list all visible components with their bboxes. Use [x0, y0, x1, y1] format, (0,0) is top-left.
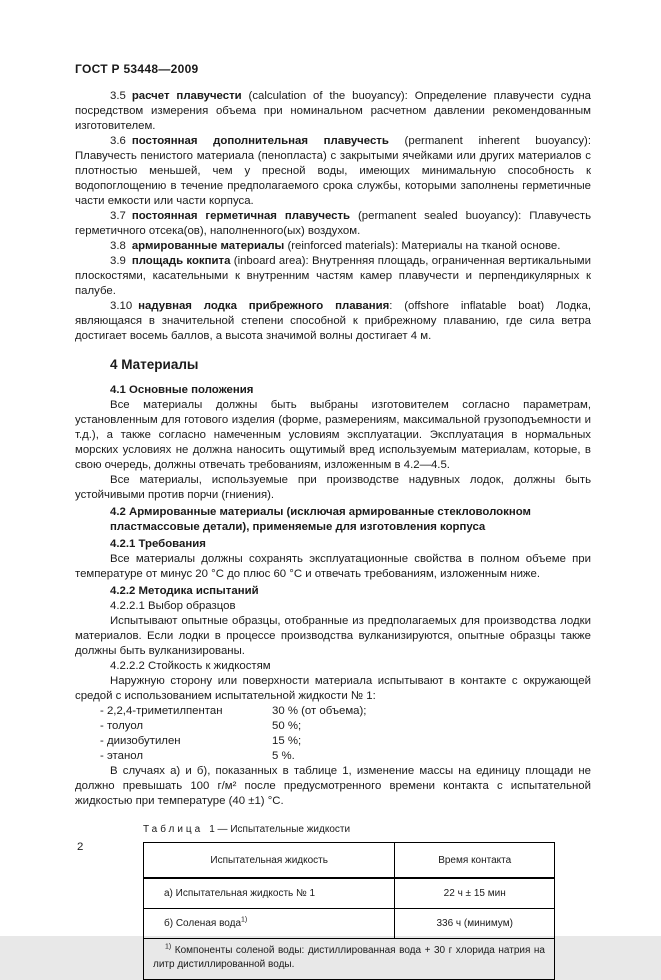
paragraph: Все материалы должны быть выбраны изготовителем согласно параметрам, установленным для готового изделия (форме, размерениям, максимальной грузоподъемности и т.д.), а также согласно намеченным условиям эксплуатации. Эксплуатация в нормальных морских условиях не должна наносить ощутимый вред используемым материалам, которые, в свою очередь, должны отвечать требованиям, изложенным в 4.2—4.5. — [75, 399, 591, 471]
section-4-1-title: 4.1 Основные положения — [110, 384, 254, 396]
section-4-2-2-1-title: 4.2.2.1 Выбор образцов — [110, 600, 236, 612]
document-header: ГОСТ Р 53448—2009 — [75, 62, 199, 76]
column-header-time: Время контакта — [395, 843, 555, 879]
cell-liquid-b — [144, 909, 395, 939]
cell-time-a: 22 ч ± 15 мин — [395, 878, 555, 909]
section-4-2-title: 4.2 Армированные материалы (исключая армированные стекловолокном пластмассовые детали), применяемые для изготовления корпуса — [110, 506, 531, 533]
term-paragraph-3-10 — [75, 299, 591, 344]
term-name: постоянная герметичная плавучесть — [131, 210, 351, 222]
list-item-value: 5 %. — [272, 750, 295, 762]
cell-time-b: 336 ч (минимум) — [395, 909, 555, 939]
cell-text: б) Соленая вода — [164, 918, 242, 929]
list-item-value: 15 %; — [272, 735, 302, 747]
table-header-row — [144, 843, 555, 879]
term-definition: (permanent sealed buoyancy): Плавучесть герметичного отсека(ов), наполненного(ых) воздухом. — [75, 210, 591, 237]
list-item — [100, 749, 591, 764]
table-row — [144, 878, 555, 909]
term-name: армированные материалы — [131, 240, 285, 252]
section-4-title: 4 Материалы — [110, 357, 199, 372]
footnote-marker: 1) — [165, 943, 172, 951]
test-liquids-table — [143, 842, 555, 980]
list-item-name: - диизобутилен — [100, 735, 181, 747]
term-number: 3.6 — [110, 135, 126, 147]
paragraph: Наружную сторону или поверхности материала испытывают в контакте с окружающей средой с использованием испытательной жидкости № 1: — [75, 675, 591, 702]
table-footnote-row — [144, 939, 555, 980]
term-name: расчет плавучести — [131, 90, 242, 102]
column-header-liquid: Испытательная жидкость — [144, 843, 395, 879]
page-number: 2 — [77, 841, 84, 853]
list-item-value: 30 % (от объема); — [272, 705, 367, 717]
table-caption-label: Таблица — [143, 824, 204, 835]
list-item-name: - этанол — [100, 750, 143, 762]
term-number: 3.9 — [110, 255, 126, 267]
term-number: 3.10 — [110, 300, 133, 312]
section-4-2-2-title: 4.2.2 Методика испытаний — [110, 585, 259, 597]
list-item — [100, 704, 591, 719]
list-item-value: 50 %; — [272, 720, 302, 732]
document-body — [75, 89, 591, 980]
term-definition: (reinforced materials): Материалы на тканой основе. — [284, 240, 561, 252]
term-number: 3.8 — [110, 240, 126, 252]
paragraph: В случаях а) и б), показанных в таблице 1, изменение массы на единицу площади не должно превышать 100 г/м² после предусмотренного времени контакта с испытательной жидкостью при температуре (40 ±1) °С. — [75, 765, 591, 807]
footnote-ref: 1) — [241, 916, 248, 924]
term-definition: (inboard area): Внутренняя площадь, ограниченная вертикальными плоскостями, касательными к внутренним частям камер плавучести и перпендикулярных к палубе. — [75, 255, 592, 297]
table-1-block — [143, 822, 555, 980]
section-4-2-1-title: 4.2.1 Требования — [110, 538, 206, 550]
cell-liquid-a — [144, 878, 395, 909]
list-item — [100, 734, 591, 749]
table-footnote — [144, 939, 555, 980]
table-caption — [143, 822, 555, 837]
paragraph: Все материалы должны сохранять эксплуатационные свойства в полном объеме при температуре от минус 20 °С до плюс 60 °С и отвечать требованиям, изложенным ниже. — [75, 553, 591, 580]
table-caption-text: 1 — Испытательные жидкости — [209, 824, 351, 835]
term-paragraph-3-8 — [75, 239, 591, 254]
term-paragraph-3-5 — [75, 89, 591, 134]
paragraph: Испытывают опытные образцы, отобранные из предполагаемых для производства лодки материалов. Если лодки в процессе производства вулканизируются, опытные образцы также должны быть вулканизированы. — [75, 615, 591, 657]
list-item-name: - 2,2,4-триметилпентан — [100, 705, 223, 717]
table-row — [144, 909, 555, 939]
term-paragraph-3-7 — [75, 209, 591, 239]
term-name: постоянная дополнительная плавучесть — [131, 135, 389, 147]
term-definition: (calculation of the buoyancy): Определение плавучести судна посредством измерения объема при номинальном расчетном давлении рекомендованным изготовителем. — [75, 90, 591, 132]
footnote-text: Компоненты соленой воды: дистиллированная вода + 30 г хлорида натрия на литр дистиллированной воды. — [153, 945, 545, 970]
term-definition: (permanent inherent buoyancy): Плавучесть пенистого материала (пенопласта) с закрытыми ячейками или других материалов с плотностью меньшей, чем у пресной воды, имеющих минимальную способность к водопоглощению в течение предполагаемого срока службы, которыми заполнены герметичные части емкости или части корпуса. — [75, 135, 592, 207]
section-4-2-2-2-title: 4.2.2.2 Стойкость к жидкостям — [110, 660, 271, 672]
paragraph: Все материалы, используемые при производстве надувных лодок, должны быть устойчивыми против порчи (гниения). — [75, 474, 591, 501]
term-number: 3.7 — [110, 210, 126, 222]
term-definition: : (offshore inflatable boat) Лодка, являющаяся в значительной степени способной к прибрежному плаванию, где сила ветра достигает восемь баллов, а высота значимой волны достигает 4 м. — [75, 300, 591, 342]
cell-text: а) Испытательная жидкость № 1 — [164, 888, 316, 899]
term-name: площадь кокпита — [131, 255, 231, 267]
term-paragraph-3-9 — [75, 254, 591, 299]
term-name: надувная лодка прибрежного плавания — [138, 300, 390, 312]
list-item — [100, 719, 591, 734]
list-item-name: - толуол — [100, 720, 144, 732]
term-paragraph-3-6 — [75, 134, 591, 209]
term-number: 3.5 — [110, 90, 126, 102]
